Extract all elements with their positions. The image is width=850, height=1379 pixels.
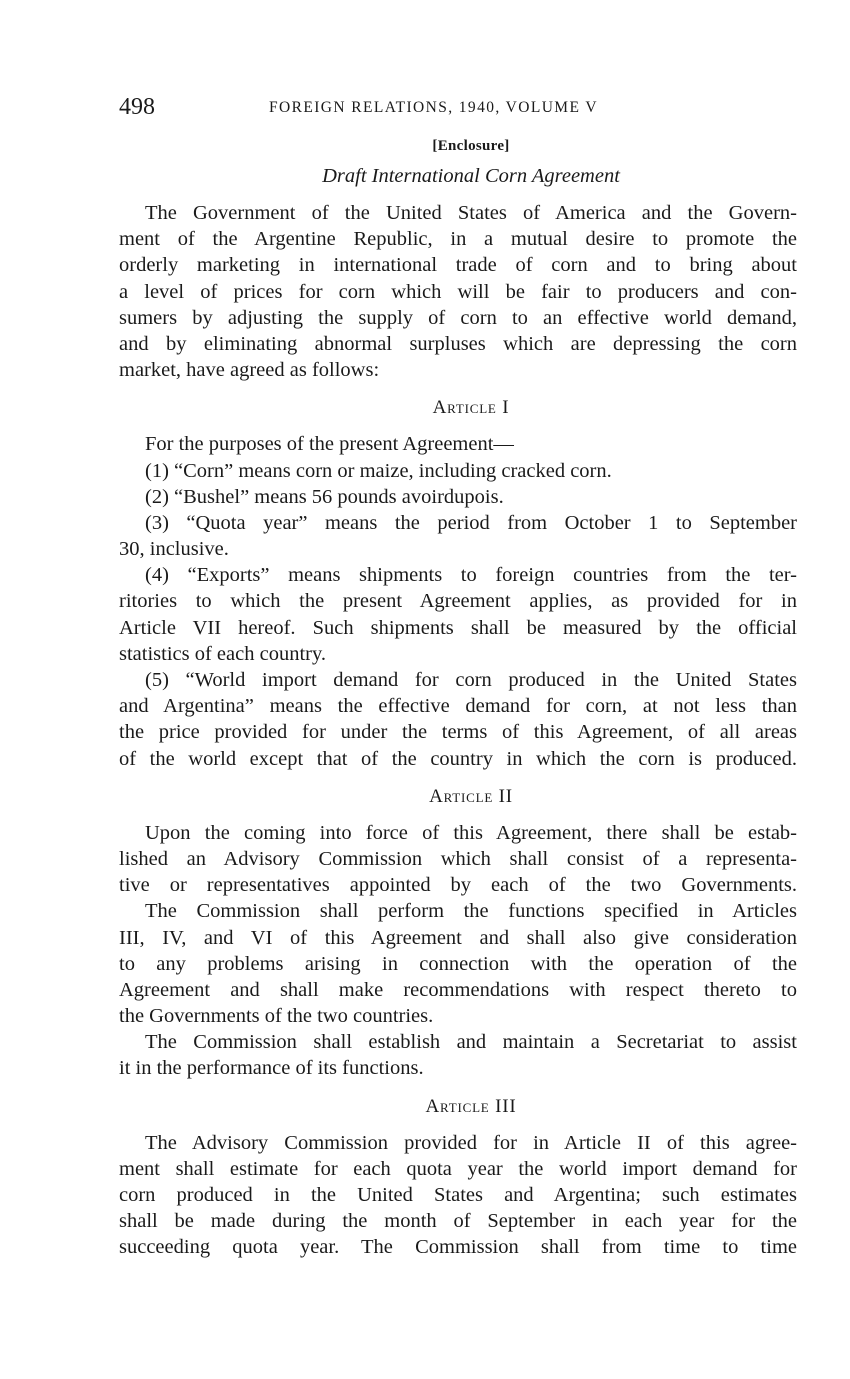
- text-line: statistics of each country.: [119, 642, 327, 665]
- text-line: orderly marketing in international trade of corn and to bring about: [119, 254, 797, 277]
- text-line: market, have agreed as follows:: [119, 359, 380, 382]
- article-3-heading: Article III: [425, 1095, 517, 1117]
- text-line: sumers by adjusting the supply of corn to an effective world demand,: [119, 306, 797, 329]
- text-line: to any problems arising in connection with the operation of the: [119, 952, 797, 975]
- article-1-body: [119, 431, 797, 771]
- text-line: shall be made during the month of September in each year for the: [119, 1210, 797, 1233]
- enclosure-label: [Enclosure]: [432, 138, 510, 154]
- definition-exports: (4) “Exports” means shipments to foreign countries from the ter-: [145, 564, 797, 587]
- article-1-heading: Article I: [432, 397, 510, 419]
- text-line: of the world except that of the country in which the corn is produced.: [119, 747, 797, 770]
- definition-bushel: (2) “Bushel” means 56 pounds avoirdupois.: [145, 485, 504, 508]
- document-title: Draft International Corn Agreement: [322, 165, 620, 187]
- text-line: For the purposes of the present Agreement—: [145, 433, 514, 456]
- text-line: ment of the Argentine Republic, in a mutual desire to promote the: [119, 228, 797, 251]
- text-line: it in the performance of its functions.: [119, 1057, 424, 1080]
- running-title: FOREIGN RELATIONS, 1940, VOLUME V: [269, 99, 598, 116]
- page-number: 498: [119, 94, 155, 120]
- text-line: The Commission shall perform the functions specified in Articles: [145, 900, 797, 923]
- text-line: and by eliminating abnormal surpluses which are depressing the corn: [119, 332, 797, 355]
- document-page: [119, 92, 797, 1261]
- text-line: Agreement and shall make recommendations with respect thereto to: [119, 978, 797, 1001]
- text-line: Upon the coming into force of this Agreement, there shall be estab-: [145, 821, 797, 844]
- article-3-body: [119, 1130, 797, 1261]
- text-line: The Government of the United States of America and the Govern-: [145, 202, 797, 224]
- text-line: and Argentina” means the effective demand for corn, at not less than: [119, 695, 797, 718]
- definition-world-import-demand: (5) “World import demand for corn produced in the United States: [145, 669, 797, 691]
- definition-quota-year: (3) “Quota year” means the period from October 1 to September: [145, 511, 797, 534]
- text-line: Article VII hereof. Such shipments shall be measured by the official: [119, 616, 797, 639]
- definition-corn: (1) “Corn” means corn or maize, including cracked corn.: [145, 459, 612, 482]
- text-line: corn produced in the United States and Argentina; such estimates: [119, 1184, 797, 1206]
- text-line: ritories to which the present Agreement applies, as provided for in: [119, 590, 797, 613]
- article-2-body: [119, 820, 797, 1082]
- text-line: III, IV, and VI of this Agreement and shall also give consideration: [119, 926, 797, 949]
- text-line: lished an Advisory Commission which shall consist of a representa-: [119, 847, 797, 870]
- text-line: tive or representatives appointed by each of the two Governments.: [119, 874, 797, 897]
- text-line: the Governments of the two countries.: [119, 1005, 434, 1028]
- text-line: 30, inclusive.: [119, 538, 229, 561]
- text-line: The Advisory Commission provided for in Article II of this agree-: [145, 1131, 797, 1154]
- text-line: the price provided for under the terms of this Agreement, of all areas: [119, 721, 797, 744]
- text-line: a level of prices for corn which will be fair to producers and con-: [119, 280, 797, 303]
- text-line: The Commission shall establish and maintain a Secretariat to assist: [145, 1031, 797, 1054]
- text-line: succeeding quota year. The Commission shall from time to time: [119, 1236, 797, 1259]
- text-line: ment shall estimate for each quota year the world import demand for: [119, 1157, 797, 1180]
- running-header: [119, 92, 797, 126]
- intro-paragraph: [119, 200, 797, 383]
- article-2-heading: Article II: [429, 785, 513, 807]
